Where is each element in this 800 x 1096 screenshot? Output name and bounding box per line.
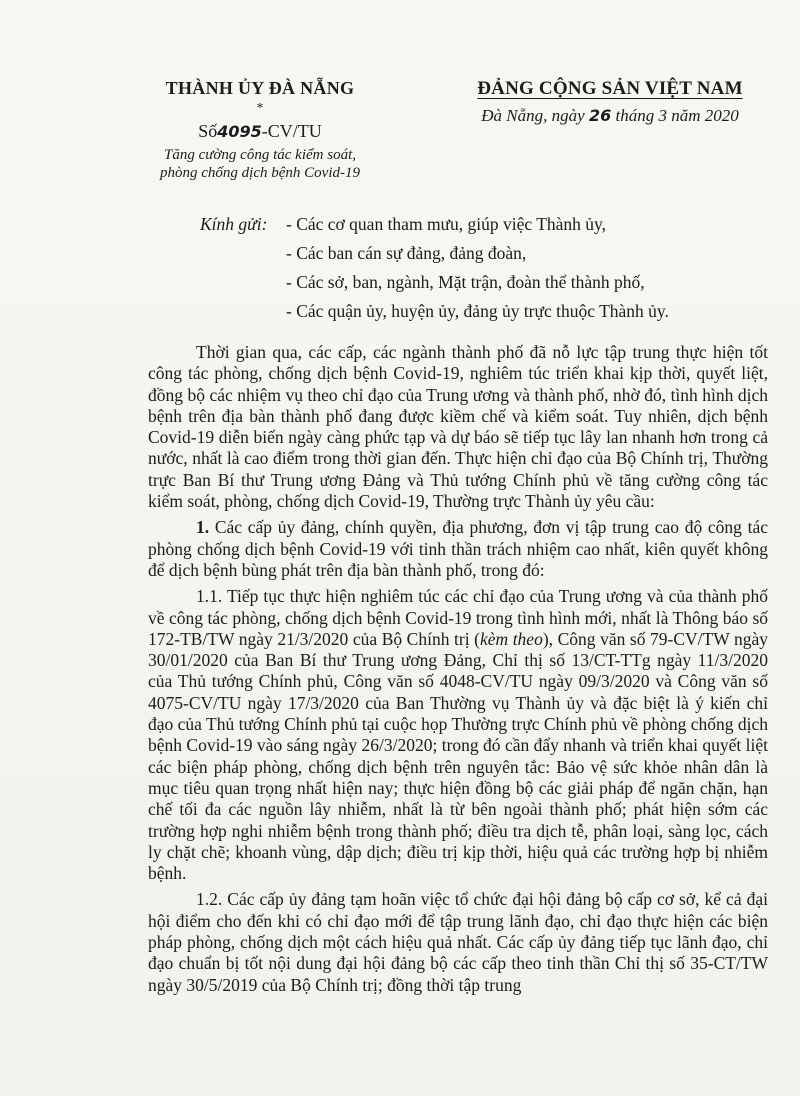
recipient-row [200,243,760,272]
section-1-1-text-a: 1.1. Tiếp tục thực hiện nghiêm túc các chỉ đạo của Trung ương và của thành phố về công tác phòng, chống dịch bệnh Covid-19 trong tình hình mới, nhất là Thông báo số 172-TB/TW ngày 21/3/2020 của Bộ Chính trị ( [148,586,768,649]
date-prefix: Đà Nẵng, ngày [481,106,585,125]
party-block [450,78,770,126]
doc-number-prefix: Số [198,121,218,141]
section-1-1-text-b: ), Công văn số 79-CV/TW ngày 30/01/2020 của Ban Bí thư Trung ương Đảng, Chỉ thị số 13/CT-TTg ngày 11/3/2020 của Thủ tướng Chính phủ, Công văn số 4048-CV/TU ngày 09/3/2020 và Công văn số 4075-CV/TU ngày 17/3/2020 của Ban Thường vụ Thành ủy và đặc biệt là ý kiến chỉ đạo của Thủ tướng Chính phủ tại cuộc họp Thường trực Chính phủ về phòng chống dịch bệnh Covid-19 vào sáng ngày 26/3/2020; trong đó cần đẩy nhanh và triển khai quyết liệt các biện pháp phòng, chống dịch bệnh trên nguyên tắc: Bảo vệ sức khỏe nhân dân là mục tiêu quan trọng nhất hiện nay; thực hiện đồng bộ các giải pháp để ngăn chặn, hạn chế tối đa các nguồn lây nhiễm, nhất là từ bên ngoài thành phố; phát hiện sớm các trường hợp nghi nhiễm bệnh trong thành phố; điều tra dịch tễ, phân loại, sàng lọc, cách ly chặt chẽ; khoanh vùng, dập dịch; điều trị kịp thời, hiệu quả các trường hợp bị nhiễm bệnh. [148,628,768,884]
doc-number-suffix: -CV/TU [261,121,322,141]
recipient-row [200,272,760,301]
date-line [450,106,770,126]
issuer-block [130,78,390,182]
intro-paragraph: Thời gian qua, các cấp, các ngành thành phố đã nỗ lực tập trung thực hiện tốt công tác phòng, chống dịch bệnh Covid-19, nghiêm túc triển khai kịp thời, quyết liệt, đồng bộ các nhiệm vụ theo chỉ đạo của Trung ương và thành phố, nhờ đó, tình hình dịch bệnh trên địa bàn thành phố đang được kiềm chế và kiểm soát. Tuy nhiên, dịch bệnh Covid-19 diễn biến ngày càng phức tạp và dự báo sẽ tiếp tục lây lan nhanh hơn trong cả nước, nhất là cao điểm trong thời gian đến. Thực hiện chỉ đạo của Bộ Chính trị, Thường trực Ban Bí thư Trung ương Đảng và Thủ tướng Chính phủ về tăng cường công tác kiểm soát, phòng, chống dịch Covid-19, Thường trực Thành ủy yêu cầu: [148,342,768,512]
section-1-1-paragraph [148,586,768,884]
date-day-handwritten: 26 [588,106,612,125]
recipient-item: - Các quận ủy, huyện ủy, đảng ủy trực thuộc Thành ủy. [286,301,669,321]
section-1-2-paragraph: 1.2. Các cấp ủy đảng tạm hoãn việc tổ chức đại hội đảng bộ cấp cơ sở, kể cả đại hội điểm cho đến khi có chỉ đạo mới để tập trung lãnh đạo, chỉ đạo thực hiện các biện pháp phòng, chống dịch một cách hiệu quả nhất. Các cấp ủy đảng tiếp tục lãnh đạo, chỉ đạo chuẩn bị tốt nội dung đại hội đảng bộ các cấp theo tinh thần Chỉ thị số 35-CT/TW ngày 30/5/2019 của Bộ Chính trị; đồng thời tập trung [148,889,768,995]
attachment-note: kèm theo [479,628,543,649]
section-1-text: Các cấp ủy đảng, chính quyền, địa phương, đơn vị tập trung cao độ công tác phòng chống dịch bệnh Covid-19 với tinh thần trách nhiệm cao nhất, kiên quyết không để dịch bệnh bùng phát trên địa bàn thành phố, trong đó: [148,517,768,580]
section-1-paragraph [148,517,768,581]
issuer-name: THÀNH ỦY ĐÀ NẴNG [165,78,355,98]
recipient-item: - Các sở, ban, ngành, Mặt trận, đoàn thể thành phố, [286,272,645,292]
document-number [130,121,390,142]
star-mark: * [256,101,264,116]
recipient-row [200,301,760,330]
recipient-row [200,214,760,243]
document-body [148,342,768,1001]
section-1-number: 1. [196,517,210,538]
recipient-item: - Các ban cán sự đảng, đảng đoàn, [286,243,527,263]
party-name: ĐẢNG CỘNG SẢN VIỆT NAM [477,78,743,99]
doc-number-handwritten: 4095 [217,122,262,141]
subject-line-2: phòng chống dịch bệnh Covid-19 [160,165,360,181]
subject-line-1: Tăng cường công tác kiểm soát, [164,147,356,163]
recipients-label: Kính gửi: [200,214,268,234]
date-suffix: tháng 3 năm 2020 [615,106,739,125]
recipient-item: - Các cơ quan tham mưu, giúp việc Thành ủy, [286,214,607,234]
recipients-block [200,214,760,330]
